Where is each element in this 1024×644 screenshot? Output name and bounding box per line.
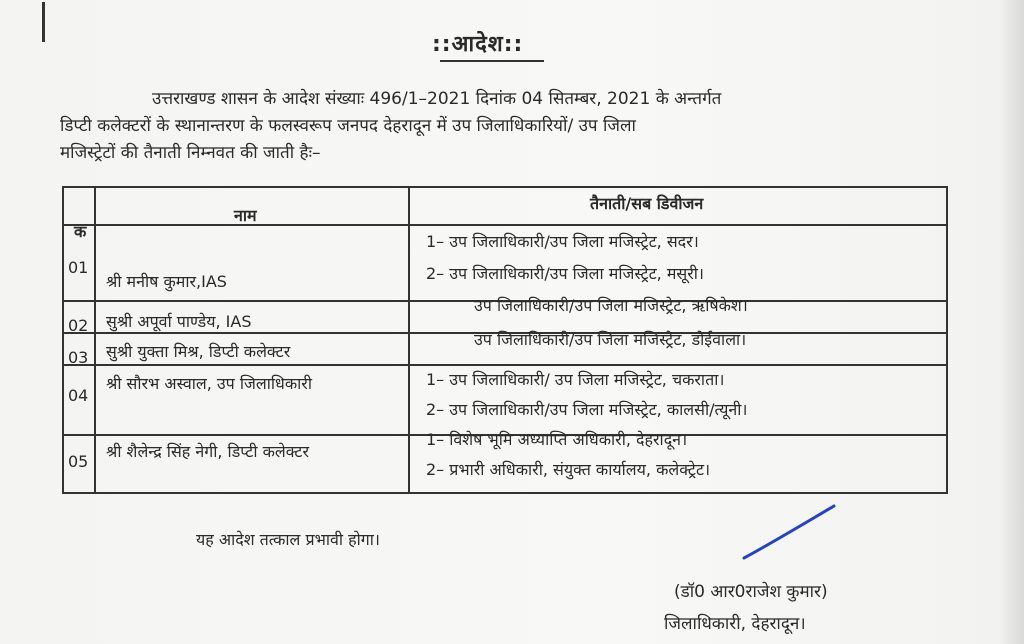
intro-line: डिप्टी कलेक्टरों के स्थानान्तरण के फलस्वरूप जनपद देहरादून में उप जिलाधिकारियों/ उप जिला (60, 116, 636, 136)
table-rule (94, 186, 96, 494)
row-name: श्री सौरभ अस्वाल, उप जिलाधिकारी (106, 374, 312, 393)
intro-line: उत्तराखण्ड शासन के आदेश संख्याः 496/1–2021 दिनांक 04 सितम्बर, 2021 के अन्तर्गत (152, 89, 722, 109)
header-posting: तैनाती/सब डिवीजन (590, 194, 704, 213)
row-name: श्री शैलेन्द्र सिंह नेगी, डिप्टी कलेक्टर (106, 442, 310, 461)
row-serial: 03 (68, 348, 89, 367)
row-name: सुश्री अपूर्वा पाण्डेय, IAS (106, 312, 252, 331)
margin-mark (42, 2, 45, 42)
signatory-designation: जिलाधिकारी, देहरादून। (664, 614, 806, 634)
row-posting: 2– उप जिलाधिकारी/उप जिला मजिस्ट्रेट, कालसी/त्यूनी। (426, 400, 748, 419)
row-posting: 2– उप जिलाधिकारी/उप जिला मजिस्ट्रेट, मसूरी। (426, 264, 704, 283)
table-rule (62, 364, 948, 366)
table-rule (62, 492, 948, 494)
order-heading: ::आदेश:: (432, 32, 524, 57)
row-name: श्री मनीष कुमार,IAS (106, 272, 227, 291)
intro-line: मजिस्ट्रेटों की तैनाती निम्नवत की जाती हैः– (60, 143, 321, 163)
row-serial: 01 (68, 258, 89, 277)
heading-underline (440, 60, 544, 62)
signature-stroke (740, 500, 840, 560)
intro-paragraph (60, 86, 950, 167)
row-posting: उप जिलाधिकारी/उप जिला मजिस्ट्रेट, ऋषिकेश। (474, 296, 748, 315)
row-posting: उप जिलाधिकारी/उप जिला मजिस्ट्रेट, डोईवाला। (474, 330, 747, 349)
row-posting: 1– उप जिलाधिकारी/उप जिला मजिस्ट्रेट, सदर। (426, 232, 699, 251)
row-posting: 1– विशेष भूमि अध्याप्ति अधिकारी, देहरादून। (426, 430, 688, 449)
row-posting: 1– उप जिलाधिकारी/ उप जिला मजिस्ट्रेट, चकराता। (426, 370, 725, 389)
row-serial: 02 (68, 316, 89, 335)
table-rule (62, 224, 948, 226)
row-serial: 05 (68, 452, 89, 471)
header-serial: क (74, 222, 87, 241)
posting-table (62, 186, 948, 494)
signatory-name: (डॉ0 आर0राजेश कुमार) (674, 582, 828, 602)
table-rule (62, 186, 948, 188)
signature-block (664, 576, 924, 640)
table-rule (408, 186, 410, 494)
table-rule (62, 186, 64, 494)
row-posting: 2– प्रभारी अधिकारी, संयुक्त कार्यालय, कलेक्ट्रेट। (426, 460, 711, 479)
row-serial: 04 (68, 386, 89, 405)
header-name: नाम (234, 206, 257, 225)
table-rule (946, 186, 948, 494)
page-edge-shadow (998, 0, 1024, 644)
row-name: सुश्री युक्ता मिश्र, डिप्टी कलेक्टर (106, 342, 291, 361)
effective-note: यह आदेश तत्काल प्रभावी होगा। (196, 530, 380, 549)
